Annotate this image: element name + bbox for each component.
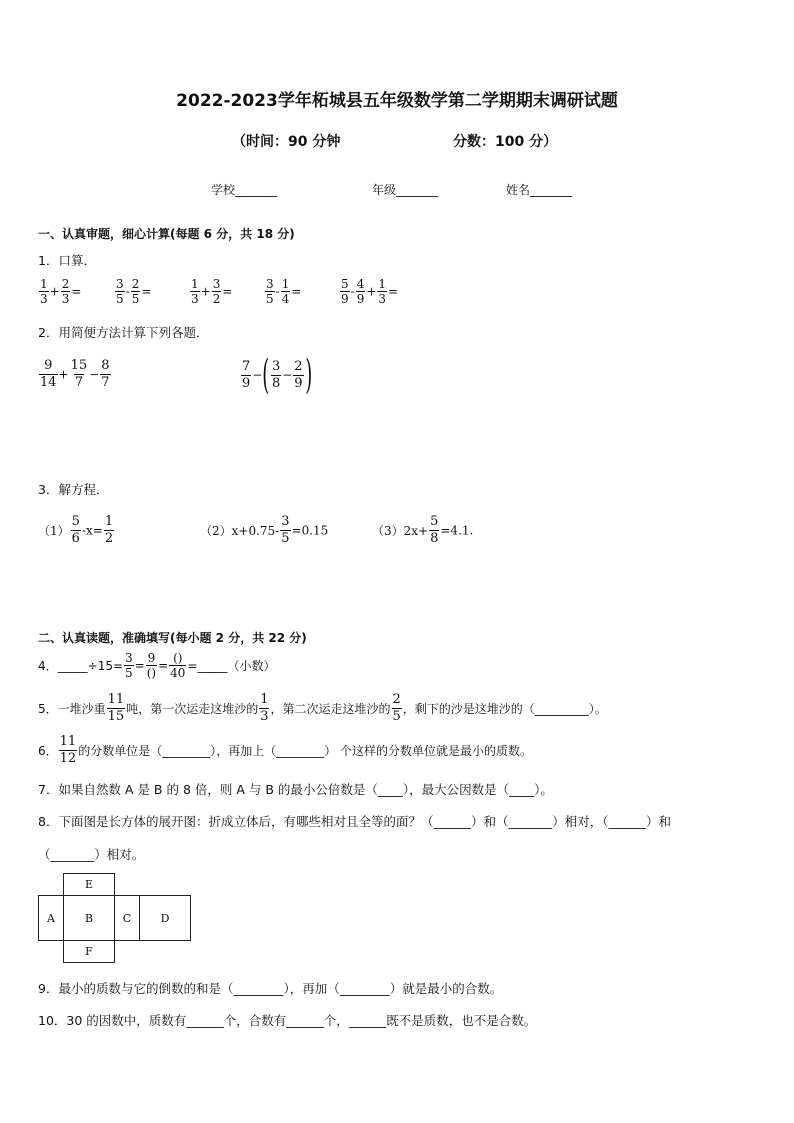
question-10: 10．30 的因数中，质数有______个，合数有______个，______既不是质数，也不是合数。 xyxy=(38,1013,537,1028)
denominator: 5 xyxy=(266,292,274,306)
equation-label: （2）x+0.75- xyxy=(200,524,280,538)
question-9: 9．最小的质数与它的倒数的和是（________），再加（________）就是最小的合数。 xyxy=(38,981,503,996)
numerator: 11 xyxy=(107,692,125,707)
question-3: 3．解方程． xyxy=(38,482,109,497)
numerator: 1 xyxy=(104,514,114,529)
numerator: 11 xyxy=(59,734,77,749)
q5-text-3: ，第二次运走这堆沙的 xyxy=(270,702,391,716)
face-a: A xyxy=(38,895,64,941)
face-c: C xyxy=(114,895,140,941)
operator: + xyxy=(58,367,69,382)
equals: = xyxy=(71,284,82,299)
question-1: 1．口算． xyxy=(38,253,96,268)
q1-item-4 xyxy=(264,277,301,306)
q3-equation-1 xyxy=(38,514,115,547)
denominator: 2 xyxy=(212,292,221,306)
q3-equation-3 xyxy=(372,514,473,547)
numerator: 3 xyxy=(212,277,221,291)
numerator: 3 xyxy=(271,358,281,374)
numerator: () xyxy=(173,651,183,665)
question-2: 2．用简便方法计算下列各题． xyxy=(38,325,209,340)
numerator: 1 xyxy=(281,277,290,291)
operator: + xyxy=(49,284,60,299)
question-8-line-1: 8．下面图是长方体的展开图：折成立体后，有哪些相对且全等的面？（______）和（_______）相对，（______）和 xyxy=(38,814,671,829)
question-7: 7．如果自然数 A 是 B 的 8 倍，则 A 与 B 的最小公倍数是（____），最大公因数是（____）。 xyxy=(38,782,553,797)
denominator: 6 xyxy=(71,531,80,546)
q2-expression-2 xyxy=(240,352,312,398)
numerator: 7 xyxy=(242,358,251,374)
time-label: （时间：90 分钟 xyxy=(232,134,341,150)
q4-prefix: 4．_____÷15= xyxy=(38,659,124,673)
denominator: 9 xyxy=(341,292,349,306)
question-4 xyxy=(38,651,276,680)
denominator: 9 xyxy=(294,375,303,391)
numerator: 9 xyxy=(147,651,156,665)
numerator: 5 xyxy=(71,514,80,529)
denominator: 12 xyxy=(59,751,77,766)
numerator: 2 xyxy=(294,358,303,374)
denominator: 5 xyxy=(131,292,140,306)
numerator: 5 xyxy=(341,277,349,291)
face-b: B xyxy=(63,895,115,941)
denominator: 5 xyxy=(281,531,290,546)
denominator: 5 xyxy=(125,666,133,680)
equation-middle: -x= xyxy=(81,523,103,538)
equals: = xyxy=(134,658,145,673)
section-2-heading: 二、认真读题，准确填写(每小题 2 分，共 22 分) xyxy=(38,631,307,645)
q1-item-2 xyxy=(114,277,151,306)
denominator: 4 xyxy=(281,292,290,306)
left-paren: ( xyxy=(262,352,270,398)
operator: + xyxy=(200,284,211,299)
numerator: 1 xyxy=(40,277,48,291)
q5-text-2: 吨，第一次运走这堆沙的 xyxy=(126,702,259,716)
numerator: 2 xyxy=(131,277,140,291)
q6-text: 的分数单位是（________），再加上（________） 个这样的分数单位就是最小的质数。 xyxy=(78,744,533,758)
denominator: 40 xyxy=(170,666,186,680)
question-8-line-2: （_______）相对。 xyxy=(38,847,145,862)
equals: = xyxy=(291,284,302,299)
numerator: 5 xyxy=(430,514,439,529)
equation-label: （3）2x+ xyxy=(372,524,429,538)
operator: − xyxy=(89,367,100,382)
operator: − xyxy=(282,368,293,382)
numerator: 1 xyxy=(191,277,199,291)
q5-text-4: ，剩下的沙是这堆沙的（_________）。 xyxy=(402,702,607,716)
score-label: 分数：100 分） xyxy=(453,134,558,150)
equation-tail: =0.15 xyxy=(291,523,329,538)
denominator: () xyxy=(146,666,157,680)
equals: = xyxy=(141,284,152,299)
denominator: 3 xyxy=(260,709,269,724)
denominator: 2 xyxy=(104,531,114,546)
numerator: 1 xyxy=(378,277,387,291)
denominator: 5 xyxy=(116,292,124,306)
equals: = xyxy=(388,284,399,299)
right-paren: ) xyxy=(304,352,312,398)
denominator: 9 xyxy=(242,375,251,391)
numerator: 3 xyxy=(125,651,133,665)
page-title: 2022-2023学年柘城县五年级数学第二学期期末调研试题 xyxy=(176,91,618,111)
denominator: 9 xyxy=(356,292,365,306)
q1-item-5 xyxy=(339,277,398,306)
operator: - xyxy=(125,284,130,299)
operator: − xyxy=(252,368,263,382)
equals: = xyxy=(222,284,233,299)
name-field[interactable]: 姓名_______ xyxy=(506,183,573,197)
numerator: 2 xyxy=(61,277,70,291)
face-e: E xyxy=(63,873,115,896)
numerator: 3 xyxy=(266,277,274,291)
grade-field[interactable]: 年级_______ xyxy=(372,183,439,197)
denominator: 8 xyxy=(271,375,281,391)
equals: = xyxy=(158,658,169,673)
denominator: 3 xyxy=(191,292,199,306)
q5-text-1: 5．一堆沙重 xyxy=(38,702,106,716)
denominator: 3 xyxy=(40,292,48,306)
numerator: 15 xyxy=(70,358,88,373)
numerator: 3 xyxy=(116,277,124,291)
numerator: 1 xyxy=(260,692,269,707)
denominator: 7 xyxy=(74,375,84,390)
q6-prefix: 6． xyxy=(38,744,58,758)
numerator: 3 xyxy=(281,514,290,529)
numerator: 9 xyxy=(44,358,53,373)
q2-expression-1 xyxy=(38,358,112,391)
operator: - xyxy=(275,284,280,299)
equation-tail: =4.1. xyxy=(440,523,474,538)
face-d: D xyxy=(139,895,191,941)
school-field[interactable]: 学校_______ xyxy=(211,183,278,197)
numerator: 8 xyxy=(101,358,110,373)
q3-equation-2 xyxy=(200,514,328,547)
face-f: F xyxy=(63,940,115,963)
question-5 xyxy=(38,692,607,725)
operator: - xyxy=(350,284,355,299)
operator: + xyxy=(366,284,377,299)
denominator: 14 xyxy=(40,375,57,390)
denominator: 15 xyxy=(107,709,125,724)
q4-tail: =_____（小数） xyxy=(187,659,276,673)
denominator: 5 xyxy=(392,709,401,724)
denominator: 3 xyxy=(378,292,387,306)
numerator: 4 xyxy=(356,277,365,291)
denominator: 7 xyxy=(101,375,110,390)
section-1-heading: 一、认真审题，细心计算(每题 6 分，共 18 分) xyxy=(38,227,295,241)
q1-item-3 xyxy=(189,277,232,306)
numerator: 2 xyxy=(392,692,401,707)
q1-item-1 xyxy=(38,277,81,306)
denominator: 3 xyxy=(61,292,70,306)
question-6 xyxy=(38,734,532,767)
equation-label: （1） xyxy=(38,524,70,538)
denominator: 8 xyxy=(430,531,439,546)
